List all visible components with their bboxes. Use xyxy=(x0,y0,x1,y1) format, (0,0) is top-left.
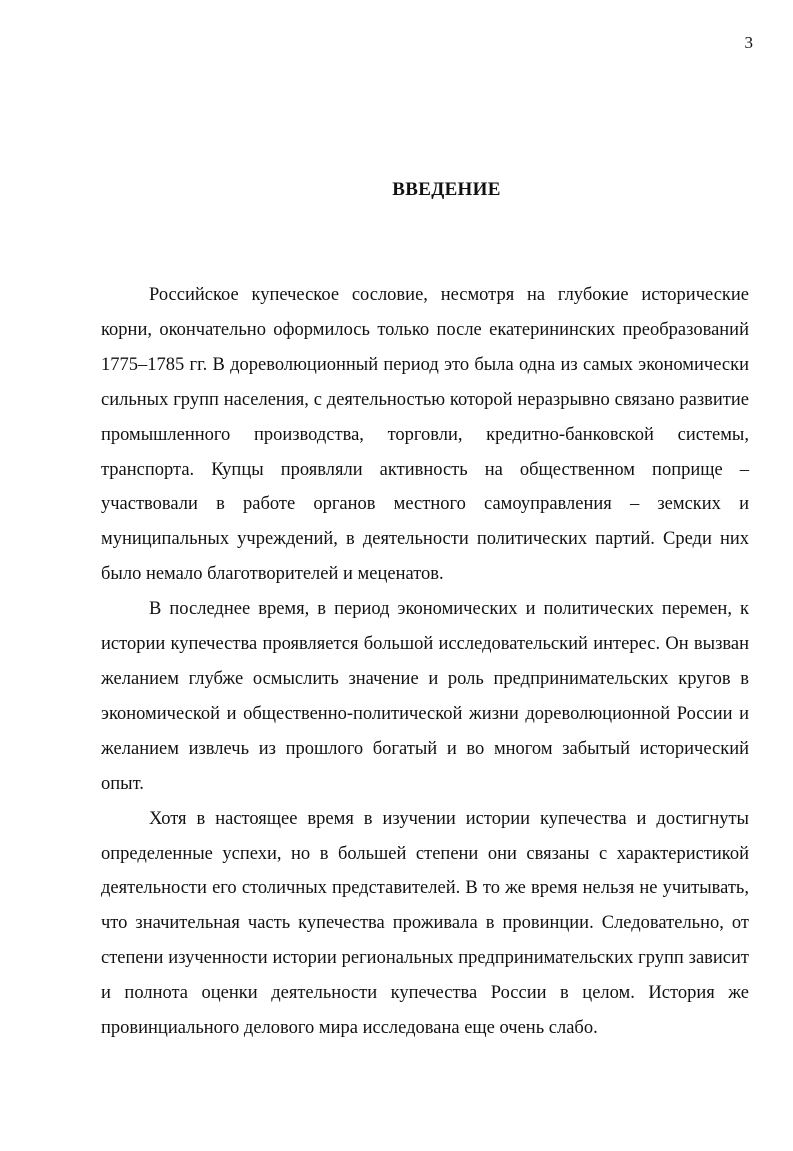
paragraph: Хотя в настоящее время в изучении истории купечества и достигнуты определенные успехи, но в большей степени они связаны с характеристикой деятельности его столичных представителей. В то же время нельзя не учитывать, что значительная часть купечества проживала в провинции. Следовательно, от степени изученности истории региональных предпринимательских групп зависит и полнота оценки деятельности купечества России в целом. История же провинциального делового мира исследована еще очень слабо. xyxy=(101,808,749,1039)
body-text xyxy=(101,278,749,1046)
page-number: 3 xyxy=(744,33,753,52)
paragraph: Российское купеческое сословие, несмотря на глубокие исторические корни, окончательно оформилось только после екатерининских преобразований 1775–1785 гг. В дореволюционный период это была одна из самых экономически сильных групп населения, с деятельностью которой неразрывно связано развитие промышленного производства, торговли, кредитно-банковской системы, транспорта. Купцы проявляли активность на общественном поприще – участвовали в работе органов местного самоуправления – земских и муниципальных учреждений, в деятельности политических партий. Среди них было немало благотворителей и меценатов. xyxy=(101,285,749,585)
paragraph: В последнее время, в период экономических и политических перемен, к истории купечества проявляется большой исследовательский интерес. Он вызван желанием глубже осмыслить значение и роль предпринимательских кругов в экономической и общественно-политической жизни дореволюционной России и желанием извлечь из прошлого богатый и во многом забытый исторический опыт. xyxy=(101,599,749,794)
page-title: ВВЕДЕНИЕ xyxy=(392,179,501,200)
